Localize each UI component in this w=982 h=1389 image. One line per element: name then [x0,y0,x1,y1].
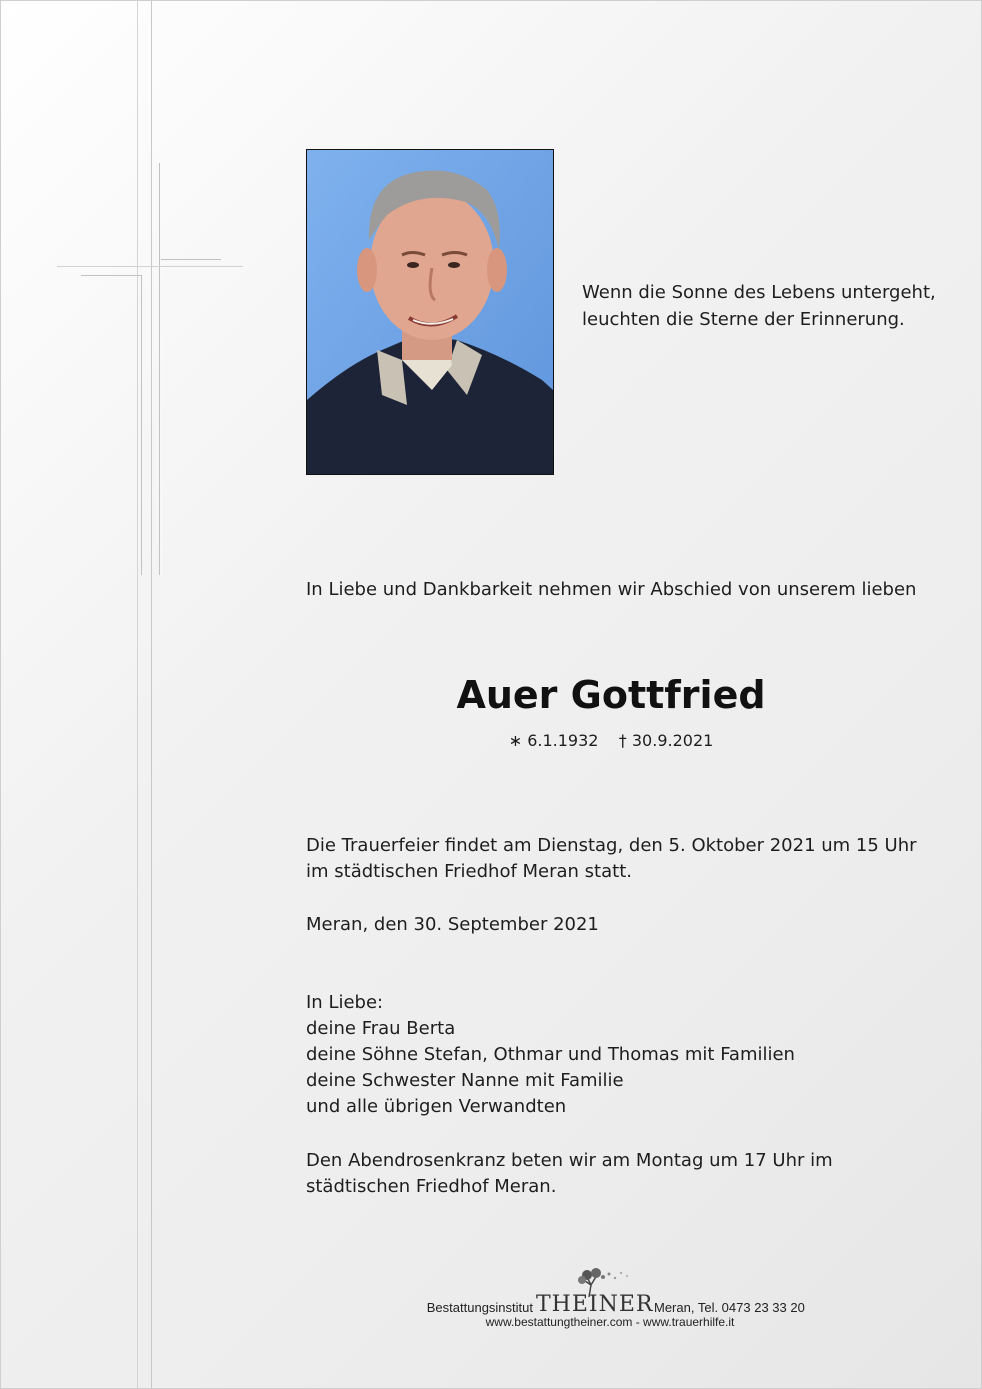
footer-contact: Meran, Tel. 0473 23 33 20 [654,1300,805,1315]
birth-date: 6.1.1932 [527,731,599,750]
mourner-line: und alle übrigen Verwandten [306,1096,567,1117]
life-dates [306,731,916,750]
mourner-line: deine Frau Berta [306,1018,456,1039]
birth-star-icon: ∗ [508,731,523,750]
ceremony-info [306,833,917,885]
portrait-photo [306,149,554,475]
ceremony-line-2: im städtischen Friedhof Meran statt. [306,861,632,882]
deceased-name: Auer Gottfried [456,673,766,717]
decorative-line-left [137,1,138,1388]
footer-label: Bestattungsinstitut [426,1300,533,1315]
footer-brand: THEINER [536,1292,654,1317]
mourners-heading: In Liebe: [306,992,384,1013]
mourner-line: deine Schwester Nanne mit Familie [306,1070,624,1091]
death-cross-icon: † [618,731,627,750]
decorative-line-right [151,1,152,1388]
memorial-quote [582,279,936,333]
footer-websites [120,1315,982,1329]
footer-websites-text[interactable]: www.bestattungtheiner.com - www.trauerhilfe.it [485,1315,735,1329]
quote-line-1: Wenn die Sonne des Lebens untergeht, [582,282,936,303]
rosary-line-2: städtischen Friedhof Meran. [306,1176,557,1197]
mourner-line: deine Söhne Stefan, Othmar und Thomas mit Familien [306,1044,795,1065]
death-date: 30.9.2021 [631,731,714,750]
farewell-intro: In Liebe und Dankbarkeit nehmen wir Abschied von unserem lieben [306,579,917,600]
mourners-list [306,990,795,1120]
rosary-info [306,1148,833,1200]
rosary-line-1: Den Abendrosenkranz beten wir am Montag um 17 Uhr im [306,1150,833,1171]
quote-line-2: leuchten die Sterne der Erinnerung. [582,309,905,330]
ceremony-line-1: Die Trauerfeier findet am Dienstag, den 5. Oktober 2021 um 15 Uhr [306,835,917,856]
place-and-date: Meran, den 30. September 2021 [306,914,599,935]
